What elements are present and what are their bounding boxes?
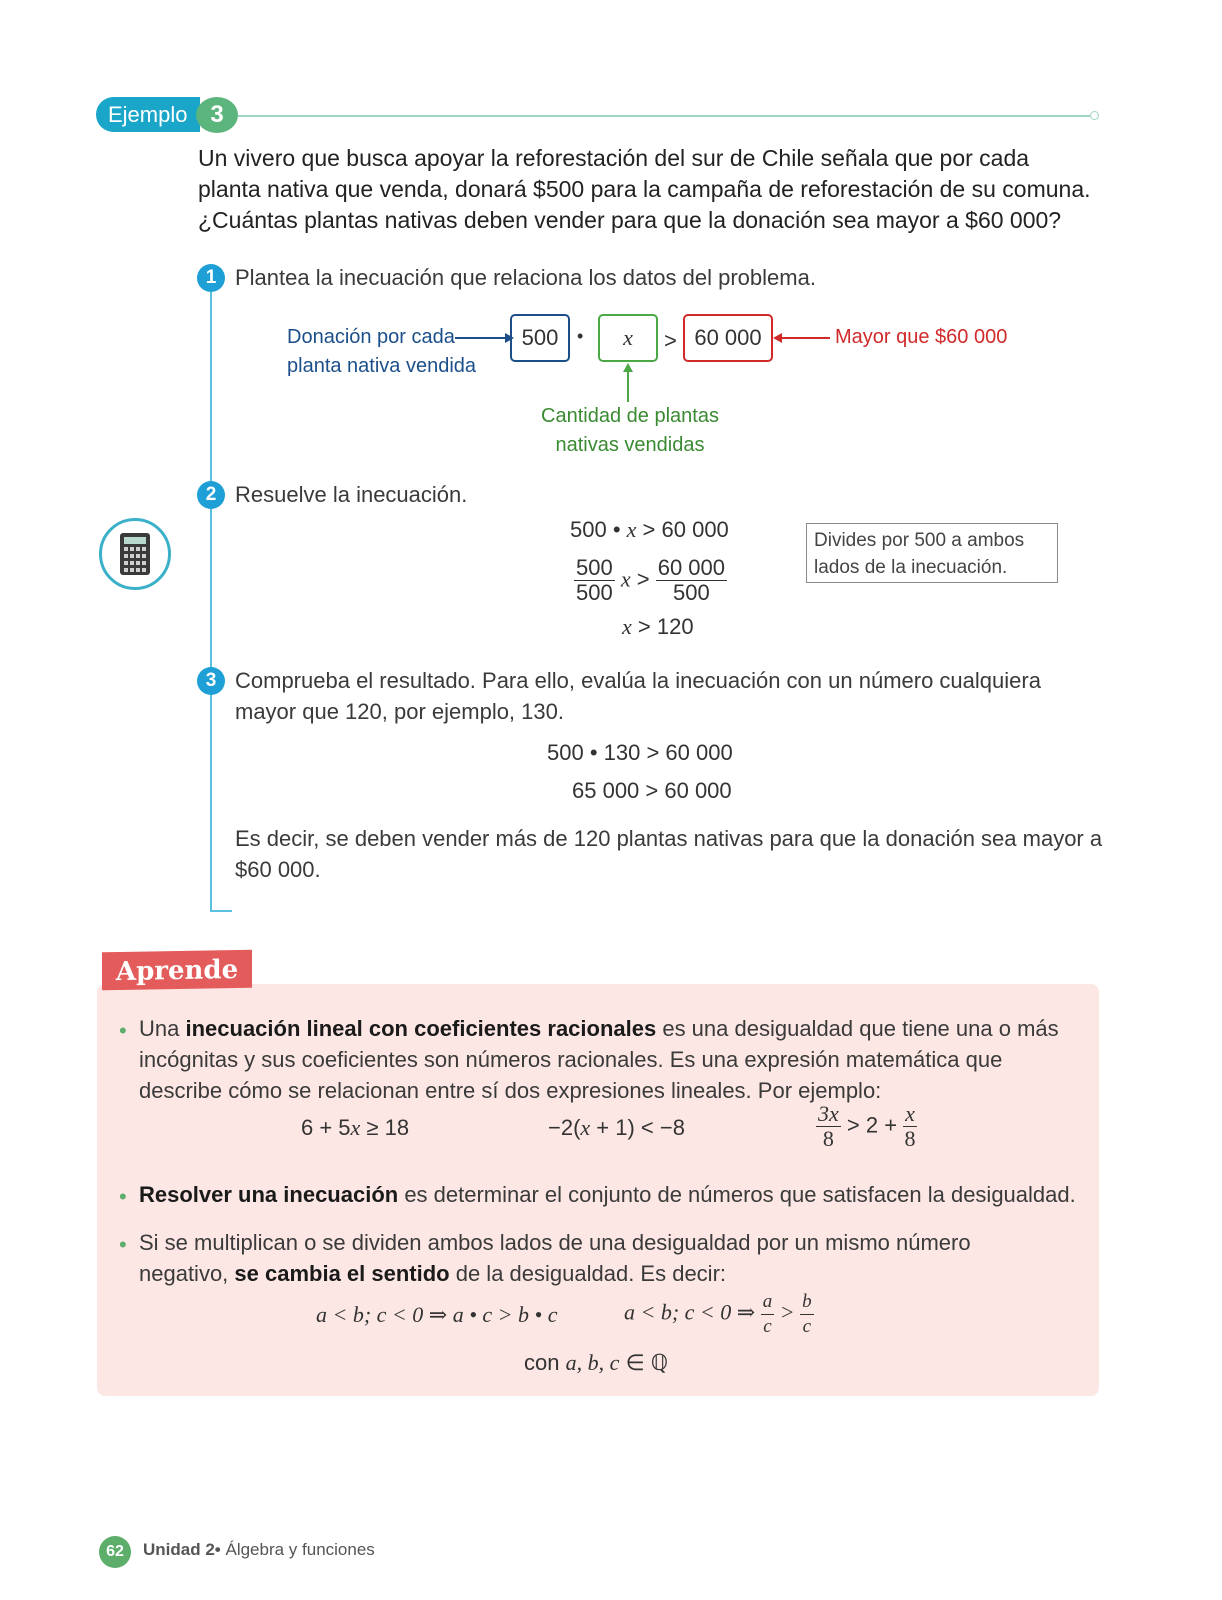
green-arrow-icon [620,362,636,402]
bullet-1-post: es una desigualdad que tiene una o más [656,1016,1059,1041]
rule-domain-vars: a, b, c [565,1350,620,1375]
greater-than-label: Mayor que $60 000 [835,326,1008,348]
ex3-mid: > 2 + [846,1112,898,1138]
multiply-dot: • [577,326,584,346]
solve-line-2-gt: > [636,566,650,592]
problem-line-3: ¿Cuántas plantas nativas deben vender para que la donación sea mayor a $60 000? [198,207,1062,233]
ex3-frac-1-den: 8 [822,1126,834,1151]
ex3-frac-2 [903,1102,917,1151]
conclusion-line-1: Es decir, se deben vender más de 120 plantas nativas para que la donación sea mayor a [235,826,1103,851]
footer-unit: Unidad 2 [143,1540,215,1559]
solve-fraction-left-num: 500 [576,555,613,580]
conclusion [235,823,1105,885]
rule-divide-frac-2-num: b [800,1290,814,1315]
example-inequation-1 [301,1115,409,1141]
solve-note-line-1: Divides por 500 a ambos [814,530,1025,551]
step-3-text-line-1: Comprueba el resultado. Para ello, evalúa la inecuación con un número cualquiera [235,668,1041,693]
bullet-1-line-1 [139,1013,1079,1044]
bullet-3-bold: se cambia el sentido [234,1261,450,1286]
solve-fraction-right-den: 500 [673,580,710,605]
ex1-x: x [350,1115,361,1140]
bullet-3-pre: negativo, [139,1261,235,1286]
ex2-x: x [580,1115,591,1140]
rule-domain [524,1350,668,1376]
solve-line-2 [574,556,727,605]
ex3-frac-2-den: 8 [904,1126,916,1151]
rule-divide-frac-1-num: a [761,1290,775,1315]
step-3-text [235,665,1095,727]
bullet-2-text [139,1179,1089,1210]
bullet-3-line-2 [139,1258,1079,1289]
donation-label-line-1: Donación por cada [287,326,455,348]
calculator-icon-badge [99,518,171,590]
footer-separator: • [214,1540,221,1559]
ex2-a: −2( [548,1115,581,1140]
bullet-3-text [139,1227,1079,1289]
solve-line-3-x: x [622,614,632,639]
rule-domain-post: ∈ ℚ [619,1350,669,1375]
problem-line-1: Un vivero que busca apoyar la reforestación del sur de Chile señala que por cada [198,145,1030,171]
rule-divide-frac-2 [800,1290,814,1339]
ex3-frac-2-num: x [905,1101,915,1126]
solve-fraction-left [574,556,615,605]
rule-multiply: a < b; c < 0 ⇒ a • c > b • c [316,1302,558,1327]
solve-fraction-left-den: 500 [576,580,613,605]
step-3-number: 3 [197,667,225,695]
conclusion-line-2: $60 000. [235,857,321,882]
bullet-2-post: es determinar el conjunto de números que satisfacen la desigualdad. [398,1182,1076,1207]
coefficient-box: 500 [510,314,570,362]
bullet-2-dot: • [119,1184,127,1209]
donation-label [287,323,476,381]
header-rule-end-dot [1090,111,1099,120]
ex1-b: ≥ 18 [360,1115,410,1140]
red-arrow-icon [772,330,830,346]
rule-divide-pre: a < b; c < 0 ⇒ [624,1299,756,1325]
rule-divide-frac-2-den: c [802,1316,812,1337]
bullet-1-line-2: incógnitas y sus coeficientes son números racionales. Es una expresión matemática que [139,1047,1003,1072]
header-rule [238,115,1092,117]
step-3-text-line-2: mayor que 120, por ejemplo, 130. [235,699,564,724]
rule-domain-pre: con [524,1350,566,1375]
steps-connector-foot [210,910,232,912]
blue-arrow-icon [455,330,515,346]
solve-line-1-x: x [626,517,637,542]
step-1-number: 1 [197,264,225,292]
bullet-1-text [139,1013,1079,1106]
steps-connector-line [210,284,212,912]
solve-line-1-a: 500 • [570,517,621,542]
greater-than-sign: > [664,328,677,353]
solve-line-3-b: > 120 [637,614,694,639]
rule-divide-frac-1 [761,1290,775,1339]
example-badge-label: Ejemplo [108,102,188,127]
ex2-b: + 1) < −8 [590,1115,685,1140]
bullet-1-line-3: describe cómo se relacionan entre sí dos expresiones lineales. Por ejemplo: [139,1078,882,1103]
solve-note [806,523,1058,583]
example-number: 3 [196,97,238,133]
solve-line-2-x: x [620,566,631,592]
rule-divide-frac-1-den: c [763,1316,772,1337]
step-2-text: Resuelve la inecuación. [235,482,468,507]
variable-label [530,402,730,460]
problem-line-2: planta nativa que venda, donará $500 para la campaña de reforestación de su comuna. [198,176,1091,202]
step-2-number: 2 [197,481,225,509]
bullet-1-bold: inecuación lineal con coeficientes racionales [185,1016,657,1041]
bullet-3-line-1: Si se multiplican o se dividen ambos lados de una desigualdad por un mismo número [139,1230,971,1255]
ex1-a: 6 + 5 [301,1115,351,1140]
solve-line-1 [570,517,729,543]
example-inequation-2 [548,1115,685,1141]
check-equation-2: 65 000 > 60 000 [572,778,732,803]
donation-label-line-2: planta nativa vendida [287,355,477,377]
variable-box: x [598,314,658,362]
variable-label-line-2: nativas vendidas [555,434,705,456]
problem-statement [198,143,1098,236]
bullet-1-dot: • [119,1018,127,1043]
bullet-1-pre: Una [139,1016,186,1041]
bullet-2-bold: Resolver una inecuación [139,1182,399,1207]
solve-fraction-right [656,556,727,605]
solve-note-line-2: lados de la inecuación. [814,557,1008,578]
calculator-icon [105,524,165,584]
rule-divide-gt: > [779,1299,795,1325]
bullet-3-dot: • [119,1232,127,1257]
ex3-frac-1 [816,1102,841,1151]
target-box: 60 000 [683,314,773,362]
footer-topic: Álgebra y funciones [225,1540,375,1559]
solve-fraction-right-num: 60 000 [657,555,726,580]
footer-unit-title [143,1540,375,1560]
aprende-title: Aprende [102,950,252,991]
bullet-3-post: de la desigualdad. Es decir: [449,1261,727,1286]
ex3-frac-1-num: 3x [818,1101,839,1126]
example-badge [96,97,200,132]
solve-line-3 [622,614,694,640]
variable-label-line-1: Cantidad de plantas [541,405,719,427]
check-equation-1: 500 • 130 > 60 000 [547,740,733,765]
step-1-text: Plantea la inecuación que relaciona los datos del problema. [235,265,816,290]
solve-line-1-b: > 60 000 [642,517,729,542]
example-inequation-3 [816,1102,917,1151]
rule-divide [624,1290,814,1339]
page-number: 62 [99,1536,131,1568]
